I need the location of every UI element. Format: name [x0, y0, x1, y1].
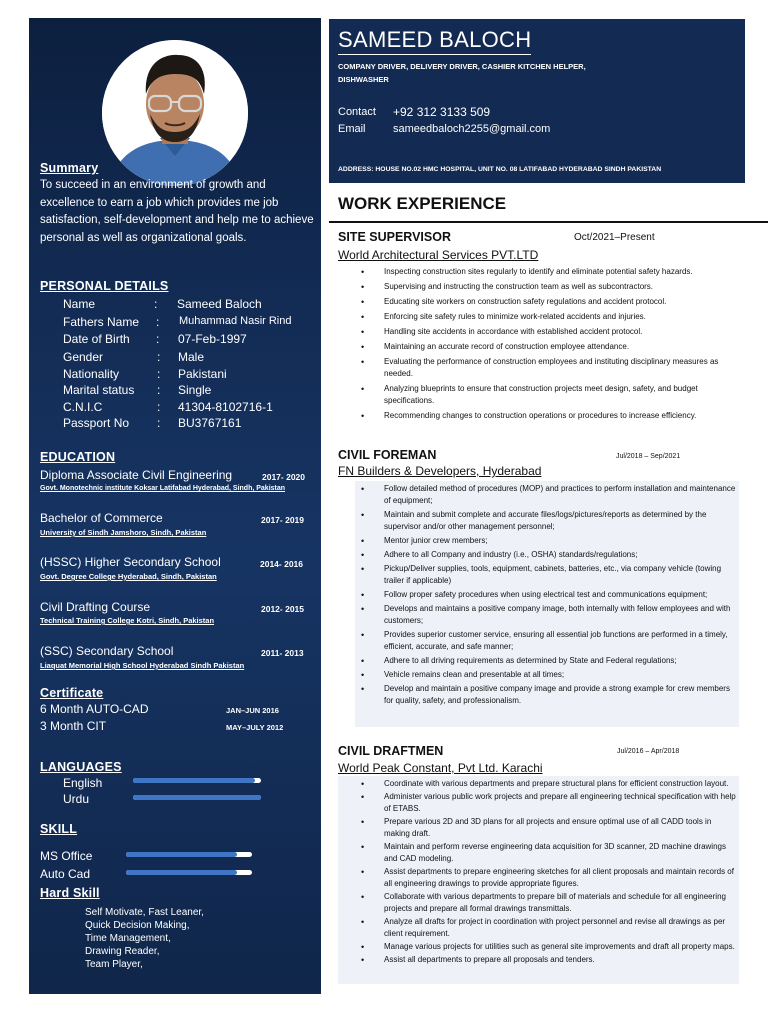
language-level-fill	[133, 795, 261, 800]
education-title: (HSSC) Higher Secondary School	[40, 555, 221, 569]
personal-row-fathers-name	[29, 315, 321, 331]
job-title: CIVIL DRAFTMEN	[338, 744, 444, 758]
language-name: Urdu	[63, 792, 90, 806]
pd-sep: :	[154, 297, 158, 311]
roles-list: COMPANY DRIVER, DELIVERY DRIVER, CASHIER KITCHEN HELPER, DISHWASHER	[338, 62, 586, 84]
pd-label: Passport No	[63, 416, 130, 430]
certificate-name: 3 Month CIT	[40, 719, 107, 733]
job-date: Jul/2018 – Sep/2021	[616, 453, 681, 460]
duty-item: • Inspecting construction sites regularly to identify and eliminate potential safety hazards.	[338, 266, 738, 278]
pd-label: Gender	[63, 350, 104, 364]
address: ADDRESS: HOUSE NO.02 HMC HOSPITAL, UNIT NO. 08 LATIFABAD HYDERABAD SINDH PAKISTAN	[338, 166, 662, 173]
education-heading: EDUCATION	[40, 450, 116, 464]
duty-item: • Adhere to all Company and industry (i.e., OSHA) standards/regulations;	[338, 549, 738, 561]
education-school: University of Sindh Jamshoro, Sindh, Pakistan	[40, 528, 207, 537]
job-title: SITE SUPERVISOR	[338, 230, 451, 244]
job-title: CIVIL FOREMAN	[338, 448, 437, 462]
duty-item: • Assist all departments to prepare all proposals and tenders.	[338, 954, 738, 966]
personal-row-name	[29, 297, 321, 313]
education-year: 2017- 2019	[261, 515, 305, 525]
duty-item: • Collaborate with various departments to prepare bill of materials and schedule for all engineering projects and prepare all formal drawings transmittals.	[338, 891, 738, 915]
pd-sep: :	[156, 315, 160, 329]
pd-value: 41304-8102716-1	[178, 400, 273, 414]
company-name: World Peak Constant, Pvt Ltd. Karachi	[338, 761, 543, 775]
pd-label: Fathers Name	[63, 315, 140, 329]
duty-item: • Analyzing blueprints to ensure that construction projects meet design, safety, and budget specifications.	[338, 383, 738, 407]
pd-label: Name	[63, 297, 96, 311]
pd-value: Single	[178, 383, 212, 397]
company-name: FN Builders & Developers, Hyderabad	[338, 464, 542, 478]
personal-row-gender	[29, 350, 321, 366]
skill-heading: SKILL	[40, 822, 78, 836]
skill-name: MS Office	[40, 849, 93, 863]
company-name: World Architectural Services PVT.LTD	[338, 248, 539, 262]
duty-item: • Prepare various 2D and 3D plans for all projects and ensure optimal use of all CADD tools in making draft.	[338, 816, 738, 840]
profile-header	[329, 19, 745, 183]
personal-row-dob	[29, 332, 321, 348]
duty-item: • Coordinate with various departments and prepare structural plans for efficient construction layout.	[338, 778, 738, 790]
pd-label: C.N.I.C	[63, 400, 103, 414]
duty-item: • Analyze all drafts for project in coordination with project personnel and revise all drawings as per client requirement.	[338, 916, 738, 940]
duty-item: • Adhere to all driving requirements as determined by State and Federal regulations;	[338, 655, 738, 667]
pd-value: 07-Feb-1997	[178, 332, 247, 346]
personal-row-marital-status	[29, 383, 321, 399]
education-title: Diploma Associate Civil Engineering	[40, 468, 233, 482]
skill-level-bar	[126, 870, 252, 875]
skill-name: Auto Cad	[40, 867, 91, 881]
pd-label: Nationality	[63, 367, 120, 381]
duty-item: • Follow proper safety procedures when using electrical test and communications equipment;	[338, 589, 738, 601]
language-level-bar	[133, 778, 261, 783]
person-avatar-icon	[102, 40, 248, 186]
duty-item: • Manage various projects for utilities such as general site improvements and draft all property maps.	[338, 941, 738, 953]
pd-label: Date of Birth	[63, 332, 130, 346]
duty-item: • Evaluating the performance of construction employees and instituting disciplinary measures as needed.	[338, 356, 738, 380]
certificate-date: JAN–JUN 2016	[226, 706, 279, 715]
pd-value: Muhammad Nasir Rind	[179, 315, 292, 327]
contact-label: Contact	[338, 106, 376, 118]
education-school: Govt. Monotechnic institute Koksar Latifabad Hyderabad, Sindh, Pakistan	[40, 485, 286, 492]
education-school: Technical Training College Kotri, Sindh, Pakistan	[40, 616, 215, 625]
pd-sep: :	[157, 416, 161, 430]
job-duties-list	[338, 266, 738, 422]
education-year: 2014- 2016	[260, 559, 304, 569]
duty-item: • Mentor junior crew members;	[338, 535, 738, 547]
education-year: 2011- 2013	[261, 648, 304, 658]
hard-skill-item: Drawing Reader,	[85, 946, 160, 957]
education-school: Liaquat Memorial High School Hyderabad Sindh Pakistan	[40, 661, 245, 670]
personal-row-nationality	[29, 367, 321, 383]
duty-item: • Educating site workers on construction safety regulations and accident protocol.	[338, 296, 738, 308]
job-duties-list	[338, 778, 738, 966]
duty-item: • Administer various public work projects and prepare all engineering technical specification with help of ETABS.	[338, 791, 738, 815]
phone-number: +92 312 3133 509	[393, 105, 491, 119]
duty-item: • Pickup/Deliver supplies, tools, equipment, cabinets, batteries, etc., via company vehicle (towing trailer if applicable)	[338, 563, 738, 587]
hard-skill-item: Time Management,	[85, 933, 171, 944]
full-name: SAMEED BALOCH	[338, 27, 531, 55]
pd-value: Male	[178, 350, 205, 364]
education-title: Civil Drafting Course	[40, 600, 151, 614]
pd-sep: :	[157, 400, 161, 414]
duty-item: • Develop and maintain a positive company image and provide a strong example for crew members for quality, safety, and professionalism.	[338, 683, 738, 707]
email-address: sameedbaloch2255@gmail.com	[393, 123, 551, 135]
pd-value: Sameed Baloch	[177, 297, 262, 311]
education-school: Govt. Degree College Hyderabad, Sindh, Pakistan	[40, 572, 217, 581]
pd-label: Marital status	[63, 383, 135, 397]
pd-value: Pakistani	[178, 367, 227, 381]
certificate-heading: Certificate	[40, 686, 104, 700]
languages-heading: LANGUAGES	[40, 760, 122, 774]
certificate-date: MAY–JULY 2012	[226, 723, 284, 732]
duty-item: • Handling site accidents in accordance with established accident protocol.	[338, 326, 738, 338]
sidebar	[29, 18, 321, 994]
job-duties-list	[338, 483, 738, 707]
language-name: English	[63, 776, 103, 790]
duty-item: • Follow detailed method of procedures (MOP) and practices to perform installation and maintenance of equipment;	[338, 483, 738, 507]
hard-skill-heading: Hard Skill	[40, 886, 100, 900]
hard-skill-item: Self Motivate, Fast Leaner,	[85, 907, 204, 918]
profile-photo	[102, 40, 248, 186]
duty-item: • Develops and maintains a positive company image, both internally with fellow employees and with customers;	[338, 603, 738, 627]
language-level-bar	[133, 795, 261, 800]
education-year: 2017- 2020	[262, 472, 306, 482]
duty-item: • Recommending changes to construction operations or procedures to increase efficiency.	[338, 410, 738, 422]
skill-level-fill	[126, 870, 237, 875]
hard-skill-item: Team Player,	[85, 959, 143, 970]
job-date: Oct/2021–Present	[574, 232, 655, 243]
hard-skill-item: Quick Decision Making,	[85, 920, 190, 931]
pd-sep: :	[157, 367, 161, 381]
pd-sep: :	[157, 383, 161, 397]
skill-level-fill	[126, 852, 237, 857]
duty-item: • Assist departments to prepare engineering sketches for all client proposals and maintain records of all engineering drawings to provide appropriate figures.	[338, 866, 738, 890]
email-label: Email	[338, 123, 366, 135]
duty-item: • Vehicle remains clean and presentable at all times;	[338, 669, 738, 681]
summary-text: To succeed in an environment of growth and excellence to earn a job which provides me job satisfaction, self-development and help me to achieve personal as well as organizational goals.	[40, 179, 314, 244]
pd-value: BU3767161	[178, 416, 242, 430]
duty-item: • Enforcing site safety rules to minimize work-related accidents and injuries.	[338, 311, 738, 323]
section-divider	[329, 221, 768, 223]
duty-item: • Supervising and instructing the construction team as well as subcontractors.	[338, 281, 738, 293]
personal-row-cnic	[29, 400, 321, 416]
personal-details-heading: PERSONAL DETAILS	[40, 279, 169, 293]
skill-level-bar	[126, 852, 252, 857]
duty-item: • Maintaining an accurate record of construction employee attendance.	[338, 341, 738, 353]
duty-item: • Maintain and perform reverse engineering data acquisition for 3D scanner, 2D machine drawings and CAD modeling.	[338, 841, 738, 865]
education-title: (SSC) Secondary School	[40, 644, 174, 658]
certificate-name: 6 Month AUTO-CAD	[40, 702, 149, 716]
job-date: Jul/2016 – Apr/2018	[617, 748, 680, 755]
summary-heading: Summary	[40, 161, 99, 175]
pd-sep: :	[157, 350, 161, 364]
personal-row-passport	[29, 416, 321, 432]
education-year: 2012- 2015	[261, 604, 305, 614]
duty-item: • Provides superior customer service, ensuring all essential job functions are performed in a timely, efficient, accurate, and safe manner;	[338, 629, 738, 653]
duty-item: • Maintain and submit complete and accurate files/logs/pictures/reports as determined by the supervisor and/or other management personnel;	[338, 509, 738, 533]
work-experience-heading: WORK EXPERIENCE	[338, 194, 507, 213]
education-title: Bachelor of Commerce	[40, 511, 163, 525]
language-level-fill	[133, 778, 255, 783]
pd-sep: :	[156, 332, 160, 346]
